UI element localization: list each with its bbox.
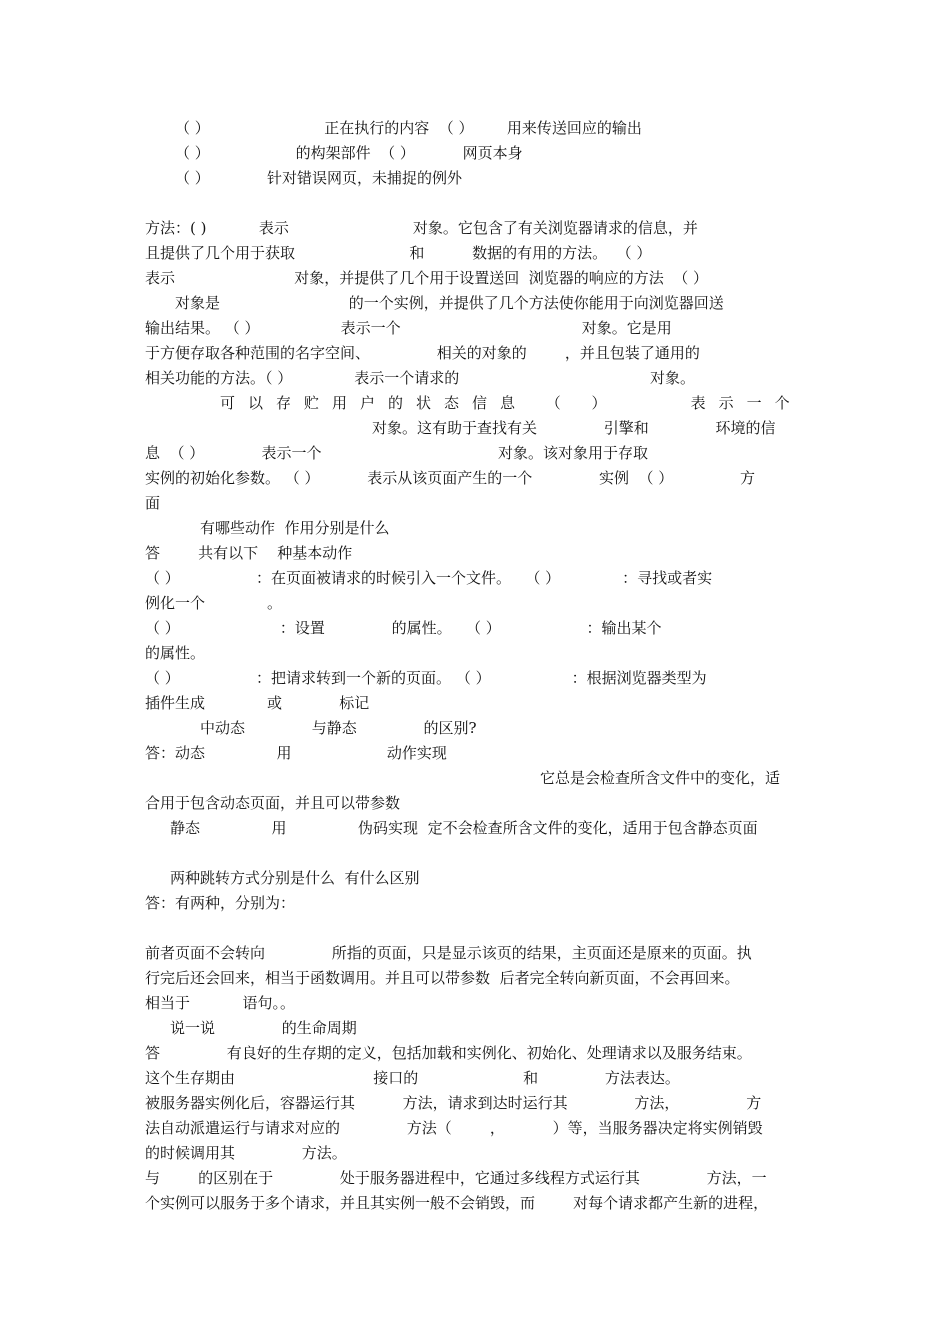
- text-line: 相关功能的方法。（ ） 表示一个请求的 对象。: [145, 369, 695, 387]
- section-heading: 说一说 的生命周期: [170, 1019, 357, 1037]
- text-line: 的时候调用其 方法。: [145, 1144, 347, 1162]
- text-line: （ ） ：设置 的属性。 （ ） ：输出某个: [145, 619, 662, 637]
- text-line: 与 的区别在于 处于服务器进程中，它通过多线程方式运行其 方法，一: [145, 1169, 767, 1187]
- text-line: 表示 对象，并提供了几个用于设置送回 浏览器的响应的方法 （ ）: [145, 269, 709, 287]
- text-line: 实例的初始化参数。 （ ） 表示从该页面产生的一个 实例 （ ） 方: [145, 469, 756, 487]
- text-line: 对象是 的一个实例，并提供了几个方法使你能用于向浏览器回送: [175, 294, 724, 312]
- text-line: 例化一个 。: [145, 594, 282, 612]
- text-line: 这个生存期由 接口的 和 方法表达。: [145, 1069, 680, 1087]
- text-line: 行完后还会回来，相当于函数调用。并且可以带参数 后者完全转向新页面，不会再回来。: [145, 969, 740, 987]
- text-line: 相当于 语句。。: [145, 994, 295, 1012]
- text-line: 前者页面不会转向 所指的页面，只是显示该页的结果，主页面还是原来的页面。执: [145, 944, 752, 962]
- text-line: 可以存贮用户的状态信息 （ ） 表示一个: [220, 394, 803, 412]
- text-line: 答 共有以下 种基本动作: [145, 544, 353, 562]
- text-line: （ ） 针对错误网页，未捕捉的例外: [175, 169, 462, 187]
- text-line: 答：有两种，分别为：: [145, 894, 296, 912]
- text-line: 输出结果。 （ ） 表示一个 对象。它是用: [145, 319, 672, 337]
- text-line: 静态 用 伪码实现 定不会检查所含文件的变化，适用于包含静态页面: [170, 819, 758, 837]
- text-line: 方法：( ) 表示 对象。它包含了有关浏览器请求的信息，并: [145, 219, 698, 237]
- text-line: 插件生成 或 标记: [145, 694, 370, 712]
- text-line: 面: [145, 494, 161, 512]
- text-line: 法自动派遣运行与请求对应的 方法（ ， ）等，当服务器决定将实例销毁: [145, 1119, 763, 1137]
- section-heading: 两种跳转方式分别是什么 有什么区别: [170, 869, 420, 887]
- text-line: 答：动态 用 动作实现: [145, 744, 447, 762]
- text-line: 对象。这有助于查找有关 引擎和 环境的信: [372, 419, 776, 437]
- text-line: （ ） 正在执行的内容 （ ） 用来传送回应的输出: [175, 119, 642, 137]
- text-line: 答 有良好的生存期的定义，包括加载和实例化、初始化、处理请求以及服务结束。: [145, 1044, 752, 1062]
- text-line: 于方便存取各种范围的名字空间、 相关的对象的 ，并且包装了通用的: [145, 344, 700, 362]
- text-line: （ ） ：在页面被请求的时候引入一个文件。 （ ） ：寻找或者实: [145, 569, 713, 587]
- section-heading: 中动态 与静态 的区别?: [200, 719, 477, 737]
- text-line: （ ） 的构架部件 （ ） 网页本身: [175, 144, 523, 162]
- text-line: 的属性。: [145, 644, 206, 662]
- text-line: 且提供了几个用于获取 和 数据的有用的方法。 （ ）: [145, 244, 652, 262]
- text-line: 合用于包含动态页面，并且可以带参数: [145, 794, 401, 812]
- text-line: 被服务器实例化后，容器运行其 方法，请求到达时运行其 方法， 方: [145, 1094, 762, 1112]
- section-heading: 有哪些动作 作用分别是什么: [200, 519, 390, 537]
- text-line: （ ） ：把请求转到一个新的页面。 （ ） ：根据浏览器类型为: [145, 669, 707, 687]
- text-line: 息 （ ） 表示一个 对象。该对象用于存取: [145, 444, 648, 462]
- text-line: 个实例可以服务于多个请求，并且其实例一般不会销毁，而 对每个请求都产生新的进程，: [145, 1194, 769, 1212]
- text-line: 它总是会检查所含文件中的变化，适: [540, 769, 781, 787]
